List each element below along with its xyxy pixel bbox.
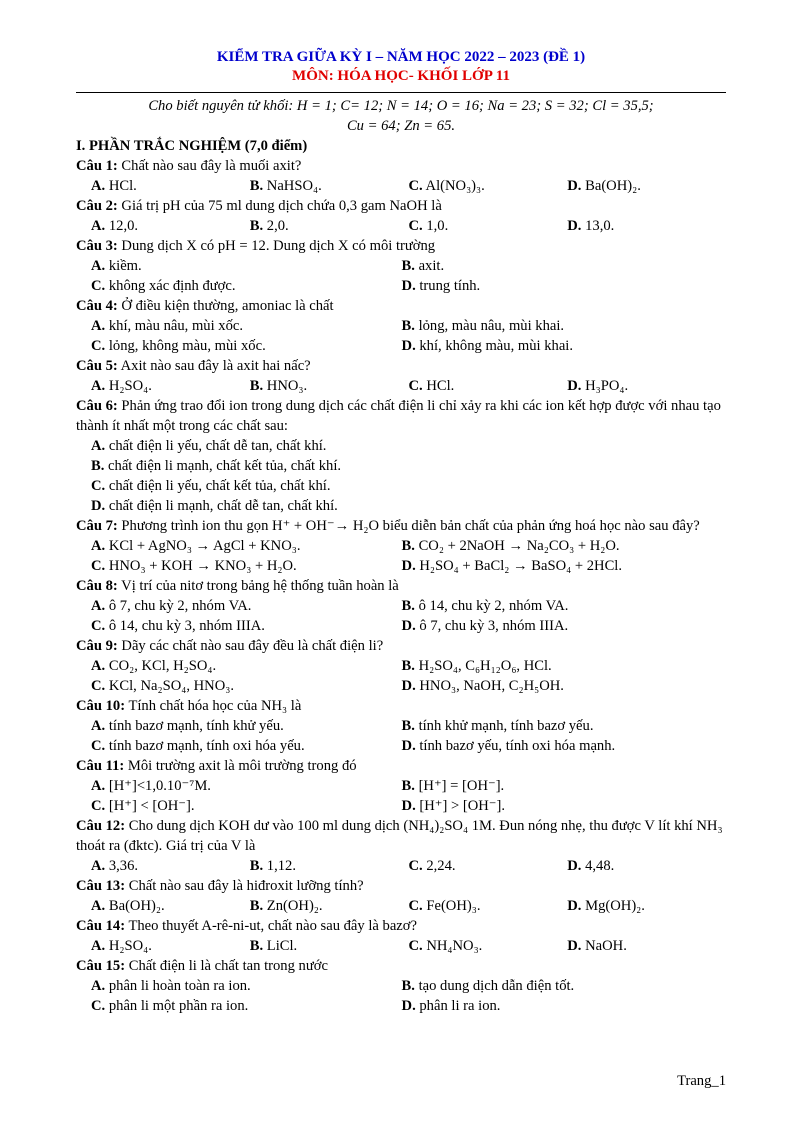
answer-option	[76, 936, 250, 956]
option-row	[76, 276, 726, 296]
answer-option	[567, 216, 726, 236]
option-letter: A.	[91, 978, 106, 994]
option-row	[76, 216, 726, 236]
question-stem	[76, 516, 726, 536]
option-text: 12,0.	[105, 218, 139, 234]
atomic-mass-line-1: Cho biết nguyên tử khối: H = 1; C= 12; N = 14; O = 16; Na = 23; S = 32; Cl = 35,5;	[148, 98, 654, 114]
question-label: Câu 15:	[76, 958, 126, 974]
option-text: HNO₃, NaOH, C₂H₅OH.	[415, 678, 564, 694]
option-text: KCl, Na₂SO₄, HNO₃.	[105, 678, 234, 694]
option-letter: B.	[401, 538, 415, 554]
option-row	[76, 556, 726, 576]
answer-option	[250, 936, 409, 956]
answer-option	[76, 556, 402, 576]
option-text: trung tính.	[415, 278, 481, 294]
section-title: I. PHẦN TRẮC NGHIỆM (7,0 điểm)	[76, 138, 308, 154]
question-stem	[76, 196, 726, 216]
answer-option	[76, 376, 250, 396]
option-text: 4,48.	[581, 858, 615, 874]
option-letter: B.	[249, 218, 264, 234]
option-letter: A.	[91, 598, 106, 614]
option-text: [H⁺] > [OH⁻].	[415, 798, 506, 814]
option-row	[76, 176, 726, 196]
option-text: 13,0.	[581, 218, 615, 234]
answer-option	[91, 436, 326, 456]
option-text: Zn(OH)₂.	[263, 898, 323, 914]
question-label: Câu 11:	[76, 758, 125, 774]
option-text: tính bazơ mạnh, tính khử yếu.	[105, 718, 284, 734]
option-text: HNO₃ + KOH → KNO₃ + H₂O.	[105, 558, 297, 574]
option-row	[76, 776, 726, 796]
question-text: Môi trường axit là môi trường trong đó	[124, 758, 357, 774]
option-letter: B.	[401, 658, 415, 674]
option-letter: D.	[567, 218, 582, 234]
option-letter: A.	[91, 658, 106, 674]
option-text: CO₂, KCl, H₂SO₄.	[105, 658, 217, 674]
option-text: 2,24.	[422, 858, 456, 874]
answer-option	[76, 616, 402, 636]
answer-option	[76, 216, 250, 236]
option-text: H₃PO₄.	[581, 378, 629, 394]
answer-option	[76, 976, 402, 996]
option-row	[76, 616, 726, 636]
answer-option	[76, 596, 402, 616]
option-letter: B.	[249, 178, 264, 194]
option-row	[76, 336, 726, 356]
option-text: H₂SO₄, C₆H₁₂O₆, HCl.	[414, 658, 552, 674]
question-label: Câu 13:	[76, 878, 126, 894]
option-letter: D.	[567, 378, 582, 394]
option-row	[76, 996, 726, 1016]
answer-option	[402, 536, 726, 556]
question-stem	[76, 396, 726, 436]
option-letter: A.	[91, 218, 106, 234]
question-5	[76, 356, 726, 396]
answer-option	[250, 176, 409, 196]
option-text: phân li ra ion.	[415, 998, 501, 1014]
question-13	[76, 876, 726, 916]
answer-option	[567, 936, 726, 956]
question-label: Câu 8:	[76, 578, 118, 594]
option-letter: D.	[401, 678, 416, 694]
answer-option	[76, 776, 402, 796]
option-letter: D.	[567, 938, 582, 954]
answer-option	[76, 656, 402, 676]
answer-option	[402, 596, 726, 616]
question-7	[76, 516, 726, 576]
answer-option	[402, 976, 726, 996]
answer-option	[409, 896, 568, 916]
option-row	[76, 316, 726, 336]
option-text: KCl + AgNO₃ → AgCl + KNO₃.	[105, 538, 301, 554]
answer-option	[409, 216, 568, 236]
option-letter: C.	[91, 618, 106, 634]
question-15	[76, 956, 726, 1016]
option-row	[76, 736, 726, 756]
option-letter: C.	[408, 898, 423, 914]
answer-option	[567, 176, 726, 196]
option-letter: C.	[408, 858, 423, 874]
question-text: Chất nào sau đây là hiđroxit lưỡng tính?	[125, 878, 364, 894]
question-text: Cho dung dịch KOH dư vào 100 ml dung dịch (NH₄)₂SO₄ 1M. Đun nóng nhẹ, thu được V lít khí NH₃ thoát ra (đktc). Giá trị của V là	[76, 818, 723, 854]
question-text: Tính chất hóa học của NH₃ là	[125, 698, 302, 714]
option-row	[76, 456, 726, 476]
option-letter: D.	[401, 558, 416, 574]
question-text: Ở điều kiện thường, amoniac là chất	[117, 298, 334, 314]
option-letter: D.	[91, 498, 106, 514]
answer-option	[567, 856, 726, 876]
question-text: Giá trị pH của 75 ml dung dịch chứa 0,3 gam NaOH là	[117, 198, 442, 214]
question-10	[76, 696, 726, 756]
option-text: 1,12.	[263, 858, 296, 874]
option-letter: A.	[91, 538, 106, 554]
answer-option	[250, 376, 409, 396]
exam-title: KIỂM TRA GIỮA KỲ I – NĂM HỌC 2022 – 2023 (ĐỀ 1)	[216, 49, 586, 65]
option-letter: B.	[401, 718, 415, 734]
option-text: HCl.	[105, 178, 137, 194]
option-text: khí, màu nâu, mùi xốc.	[105, 318, 244, 334]
answer-option	[76, 716, 402, 736]
option-row	[76, 676, 726, 696]
option-row	[76, 496, 726, 516]
answer-option	[402, 616, 726, 636]
option-letter: C.	[91, 478, 106, 494]
answer-option	[250, 856, 409, 876]
option-letter: B.	[249, 378, 264, 394]
option-letter: D.	[401, 998, 416, 1014]
option-letter: B.	[249, 858, 264, 874]
answer-option	[402, 996, 726, 1016]
option-letter: D.	[401, 278, 416, 294]
option-row	[76, 596, 726, 616]
option-text: [H⁺] < [OH⁻].	[105, 798, 195, 814]
option-text: Ba(OH)₂.	[581, 178, 641, 194]
option-text: 3,36.	[105, 858, 139, 874]
option-letter: B.	[401, 778, 415, 794]
answer-option	[409, 936, 568, 956]
answer-option	[76, 896, 250, 916]
question-12	[76, 816, 726, 876]
question-label: Câu 12:	[76, 818, 126, 834]
option-row	[76, 896, 726, 916]
option-letter: A.	[91, 938, 106, 954]
option-letter: C.	[91, 738, 106, 754]
page-number: Trang_1	[677, 1073, 726, 1089]
option-text: axit.	[414, 258, 445, 274]
answer-option	[567, 376, 726, 396]
answer-option	[402, 656, 726, 676]
question-stem	[76, 956, 726, 976]
answer-option	[402, 276, 726, 296]
option-text: NaHSO₄.	[263, 178, 322, 194]
question-label: Câu 4:	[76, 298, 118, 314]
option-row	[76, 656, 726, 676]
question-label: Câu 1:	[76, 158, 118, 174]
option-row	[76, 536, 726, 556]
question-3	[76, 236, 726, 296]
option-letter: C.	[91, 558, 106, 574]
option-text: Al(NO₃)₃.	[422, 178, 485, 194]
option-text: NH₄NO₃.	[422, 938, 483, 954]
answer-option	[76, 856, 250, 876]
question-11	[76, 756, 726, 816]
option-text: CO₂ + 2NaOH → Na₂CO₃ + H₂O.	[414, 538, 620, 554]
option-text: HCl.	[422, 378, 455, 394]
question-stem	[76, 816, 726, 856]
option-letter: B.	[401, 318, 415, 334]
option-text: 1,0.	[422, 218, 449, 234]
option-text: ô 14, chu kỳ 2, nhóm VA.	[414, 598, 569, 614]
header-divider	[76, 92, 726, 93]
question-stem	[76, 356, 726, 376]
option-text: ô 7, chu kỳ 2, nhóm VA.	[105, 598, 252, 614]
answer-option	[250, 896, 409, 916]
option-text: ô 7, chu kỳ 3, nhóm IIIA.	[415, 618, 569, 634]
question-label: Câu 6:	[76, 398, 118, 414]
question-9	[76, 636, 726, 696]
answer-option	[409, 376, 568, 396]
answer-option	[76, 176, 250, 196]
question-4	[76, 296, 726, 356]
option-letter: A.	[91, 718, 106, 734]
option-text: khí, không màu, mùi khai.	[415, 338, 574, 354]
option-letter: D.	[567, 898, 582, 914]
question-1	[76, 156, 726, 196]
answer-option	[402, 796, 726, 816]
option-text: phân li một phần ra ion.	[105, 998, 249, 1014]
option-letter: D.	[401, 738, 416, 754]
option-text: [H⁺] = [OH⁻].	[414, 778, 505, 794]
option-text: không xác định được.	[105, 278, 236, 294]
question-text: Chất nào sau đây là muối axit?	[117, 158, 302, 174]
option-text: lỏng, màu nâu, mùi khai.	[414, 318, 565, 334]
option-text: LiCl.	[263, 938, 298, 954]
option-text: kiềm.	[105, 258, 142, 274]
option-text: chất điện li mạnh, chất dễ tan, chất khí.	[105, 498, 338, 514]
option-letter: D.	[567, 858, 582, 874]
option-text: tính khử mạnh, tính bazơ yếu.	[414, 718, 594, 734]
answer-option	[76, 796, 402, 816]
option-text: HNO₃.	[263, 378, 308, 394]
option-letter: C.	[408, 218, 423, 234]
option-text: 2,0.	[263, 218, 289, 234]
option-text: [H⁺]<1,0.10⁻⁷M.	[105, 778, 211, 794]
option-letter: B.	[249, 898, 264, 914]
option-text: chất điện li yếu, chất dễ tan, chất khí.	[105, 438, 327, 454]
option-text: lỏng, không màu, mùi xốc.	[105, 338, 266, 354]
question-14	[76, 916, 726, 956]
option-letter: B.	[401, 978, 415, 994]
option-letter: A.	[91, 178, 106, 194]
option-text: H₂SO₄ + BaCl₂ → BaSO₄ + 2HCl.	[415, 558, 623, 574]
option-text: tính bazơ yếu, tính oxi hóa mạnh.	[415, 738, 616, 754]
option-letter: A.	[91, 438, 106, 454]
option-text: H₂SO₄.	[105, 938, 152, 954]
option-text: Ba(OH)₂.	[105, 898, 165, 914]
answer-option	[76, 676, 402, 696]
answer-option	[409, 856, 568, 876]
option-text: H₂SO₄.	[105, 378, 152, 394]
option-row	[76, 716, 726, 736]
answer-option	[76, 256, 402, 276]
question-text: Theo thuyết A-rê-ni-ut, chất nào sau đây là bazơ?	[125, 918, 417, 934]
question-8	[76, 576, 726, 636]
answer-option	[402, 336, 726, 356]
answer-option	[402, 736, 726, 756]
option-letter: D.	[401, 798, 416, 814]
question-label: Câu 3:	[76, 238, 118, 254]
option-text: Mg(OH)₂.	[581, 898, 645, 914]
option-row	[76, 256, 726, 276]
question-label: Câu 2:	[76, 198, 118, 214]
option-letter: B.	[401, 258, 415, 274]
option-letter: B.	[401, 598, 415, 614]
question-text: Phương trình ion thu gọn H⁺ + OH⁻→ H₂O biểu diễn bản chất của phản ứng hoá học nào sau đây?	[117, 518, 700, 534]
option-text: tạo dung dịch dẫn điện tốt.	[414, 978, 575, 994]
question-stem	[76, 236, 726, 256]
option-letter: D.	[401, 338, 416, 354]
option-row	[76, 856, 726, 876]
answer-option	[250, 216, 409, 236]
question-text: Dãy các chất nào sau đây đều là chất điện li?	[117, 638, 384, 654]
option-row	[76, 476, 726, 496]
answer-option	[402, 716, 726, 736]
exam-subtitle: MÔN: HÓA HỌC- KHỐI LỚP 11	[292, 68, 510, 84]
option-letter: C.	[91, 798, 106, 814]
option-row	[76, 796, 726, 816]
option-letter: A.	[91, 258, 106, 274]
option-row	[76, 976, 726, 996]
answer-option	[409, 176, 568, 196]
question-label: Câu 9:	[76, 638, 118, 654]
answer-option	[402, 676, 726, 696]
question-stem	[76, 296, 726, 316]
option-letter: D.	[401, 618, 416, 634]
option-letter: B.	[249, 938, 264, 954]
option-row	[76, 436, 726, 456]
exam-page	[76, 48, 726, 1016]
question-label: Câu 10:	[76, 698, 126, 714]
question-label: Câu 14:	[76, 918, 126, 934]
option-row	[76, 936, 726, 956]
answer-option	[76, 276, 402, 296]
option-text: chất điện li mạnh, chất kết tủa, chất khí.	[104, 458, 342, 474]
question-text: Axit nào sau đây là axit hai nấc?	[117, 358, 311, 374]
option-text: tính bazơ mạnh, tính oxi hóa yếu.	[105, 738, 305, 754]
answer-option	[402, 316, 726, 336]
question-6	[76, 396, 726, 516]
question-list	[76, 156, 726, 1016]
atomic-mass-line-2: Cu = 64; Zn = 65.	[346, 118, 456, 134]
question-stem	[76, 636, 726, 656]
option-letter: A.	[91, 318, 106, 334]
question-text: Dung dịch X có pH = 12. Dung dịch X có môi trường	[117, 238, 436, 254]
option-letter: A.	[91, 378, 106, 394]
option-letter: C.	[91, 338, 106, 354]
question-stem	[76, 156, 726, 176]
question-label: Câu 5:	[76, 358, 118, 374]
option-text: Fe(OH)₃.	[422, 898, 481, 914]
question-2	[76, 196, 726, 236]
option-letter: C.	[91, 998, 106, 1014]
answer-option	[91, 476, 331, 496]
answer-option	[76, 736, 402, 756]
option-text: chất điện li yếu, chất kết tủa, chất khí.	[105, 478, 331, 494]
question-text: Phản ứng trao đổi ion trong dung dịch các chất điện li chỉ xảy ra khi các ion kết hợp được với nhau tạo thành ít nhất một trong các chất sau:	[76, 398, 721, 434]
answer-option	[402, 776, 726, 796]
option-letter: C.	[408, 178, 423, 194]
option-row	[76, 376, 726, 396]
answer-option	[91, 456, 341, 476]
option-letter: A.	[91, 778, 106, 794]
option-text: ô 14, chu kỳ 3, nhóm IIIA.	[105, 618, 265, 634]
answer-option	[76, 336, 402, 356]
answer-option	[91, 496, 338, 516]
option-letter: C.	[91, 678, 106, 694]
answer-option	[567, 896, 726, 916]
option-letter: C.	[408, 938, 423, 954]
option-letter: D.	[567, 178, 582, 194]
question-stem	[76, 876, 726, 896]
option-text: NaOH.	[581, 938, 627, 954]
question-stem	[76, 756, 726, 776]
question-label: Câu 7:	[76, 518, 118, 534]
question-stem	[76, 696, 726, 716]
answer-option	[76, 996, 402, 1016]
option-letter: A.	[91, 858, 106, 874]
question-stem	[76, 576, 726, 596]
answer-option	[76, 536, 402, 556]
option-text: phân li hoàn toàn ra ion.	[105, 978, 251, 994]
answer-option	[402, 556, 726, 576]
answer-option	[402, 256, 726, 276]
option-letter: C.	[408, 378, 423, 394]
question-text: Vị trí của nitơ trong bảng hệ thống tuần hoàn là	[117, 578, 399, 594]
option-letter: C.	[91, 278, 106, 294]
question-stem	[76, 916, 726, 936]
question-text: Chất điện li là chất tan trong nước	[125, 958, 328, 974]
option-letter: B.	[91, 458, 105, 474]
answer-option	[76, 316, 402, 336]
option-letter: A.	[91, 898, 106, 914]
